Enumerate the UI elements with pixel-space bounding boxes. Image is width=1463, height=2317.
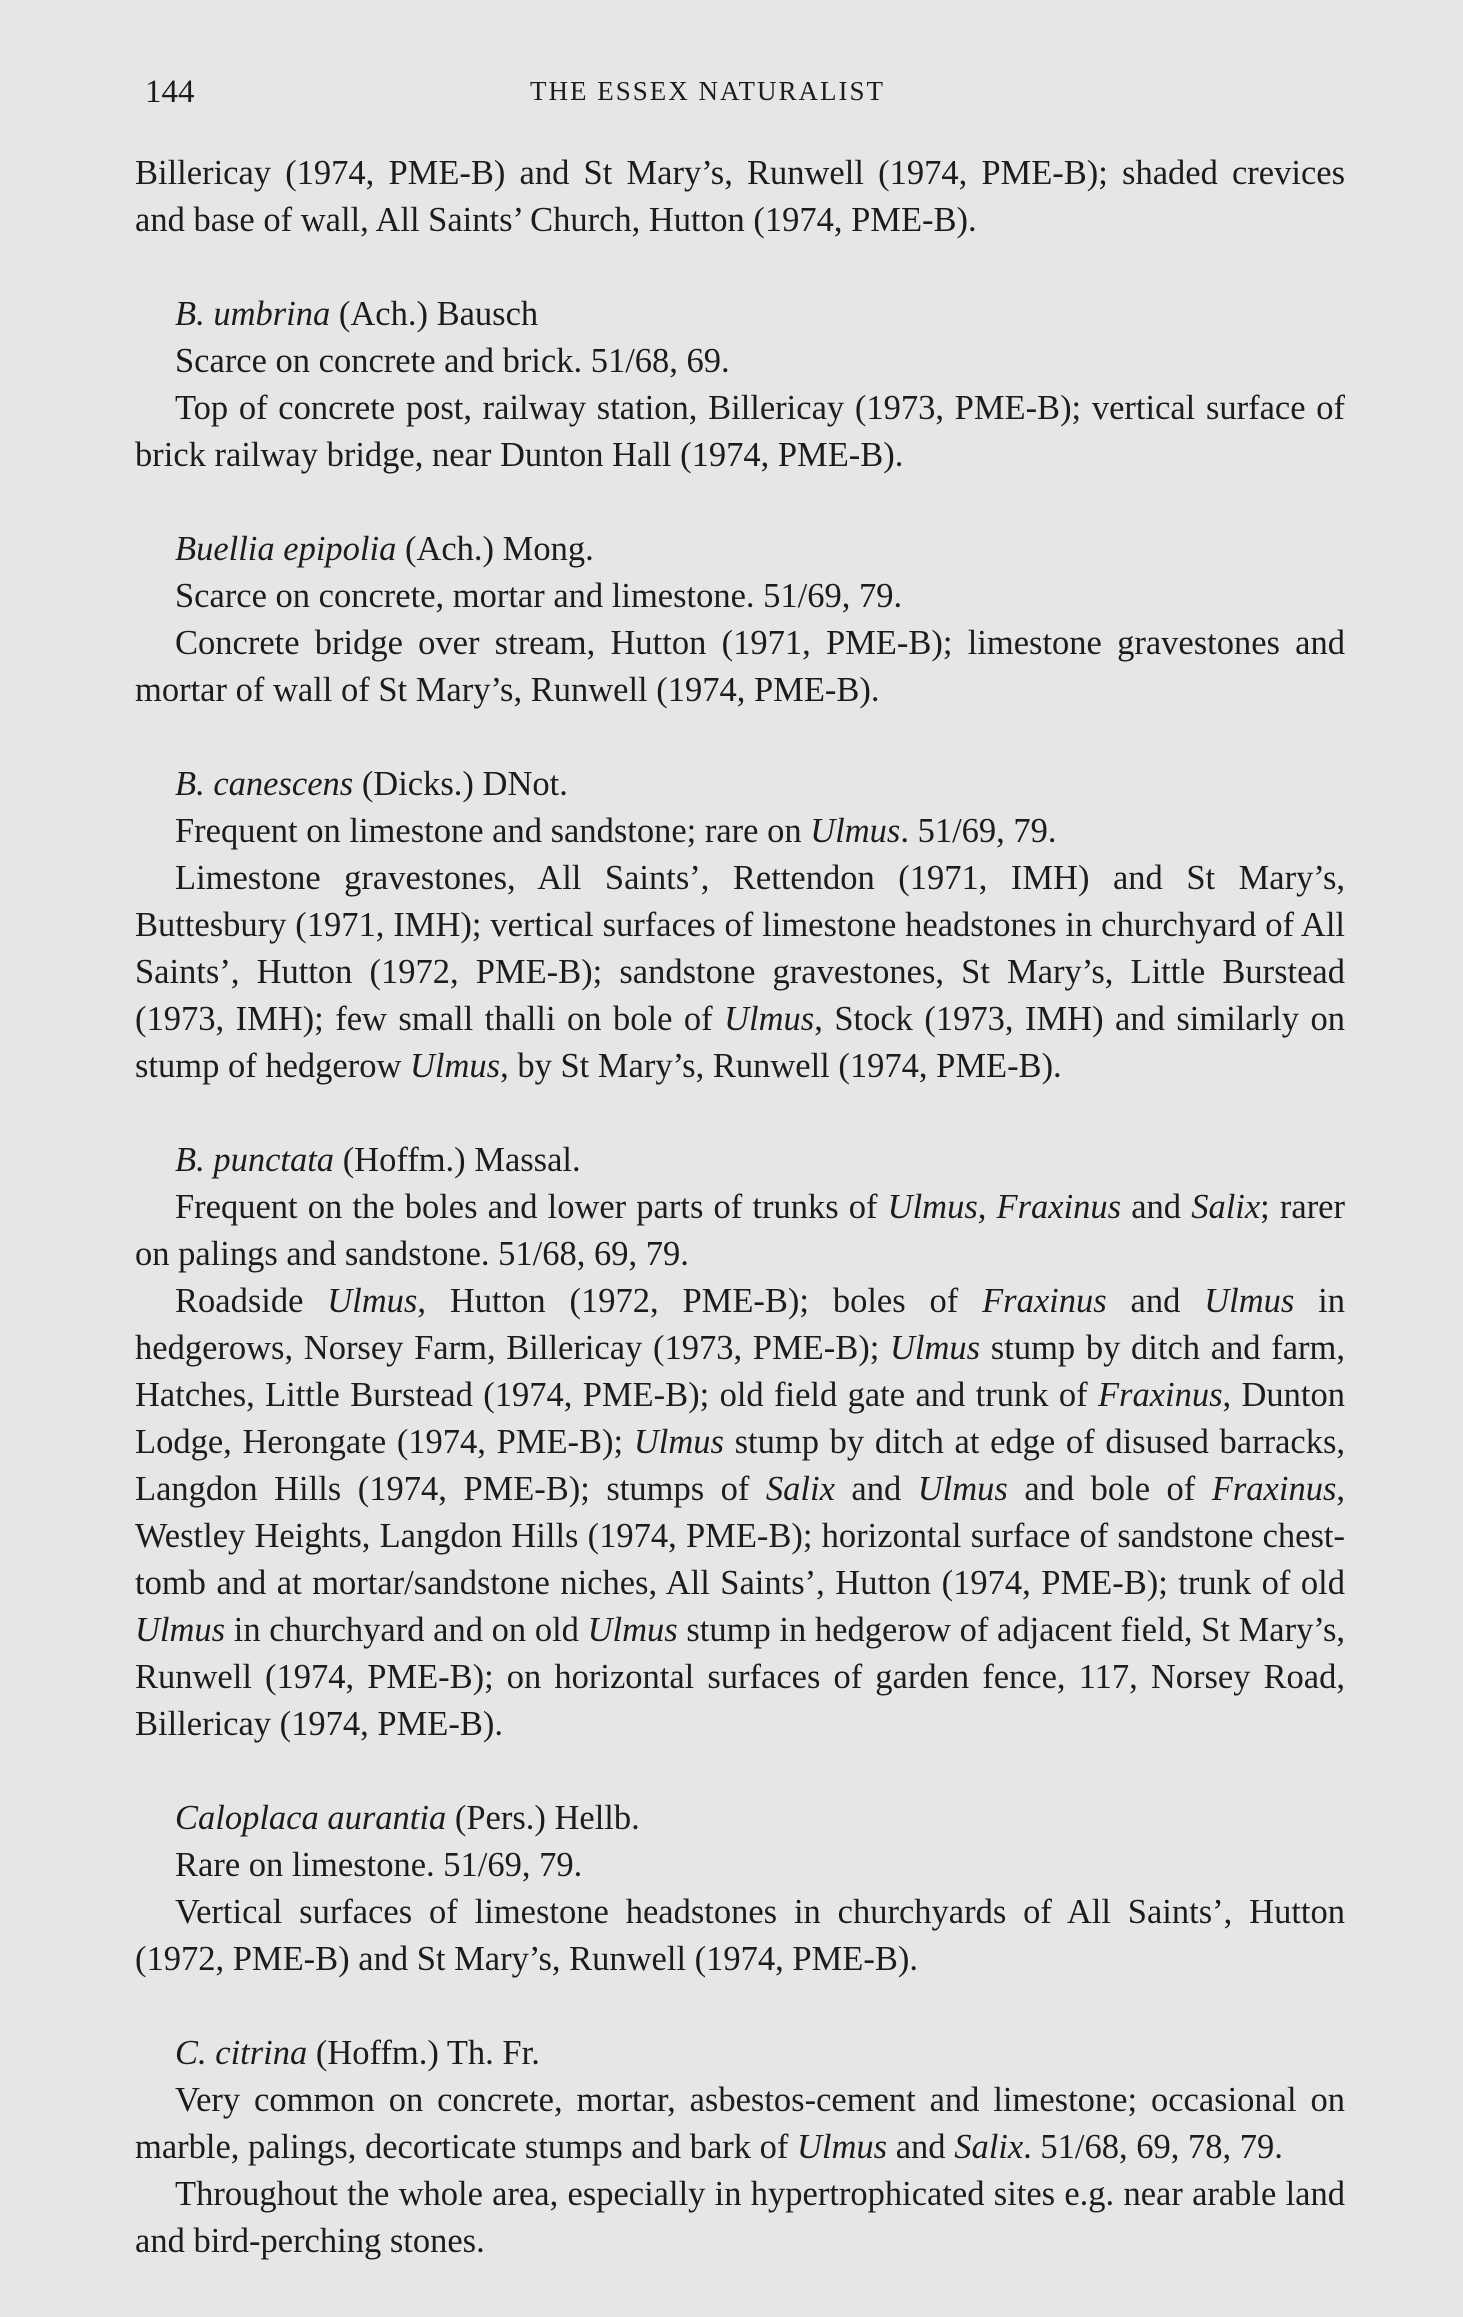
species-status: Scarce on concrete and brick. 51/68, 69. — [175, 342, 730, 380]
species-status: Scarce on concrete, mortar and limestone. 51/69, 79. — [175, 577, 903, 615]
text-run: in hedgerows, Norsey Farm, Billericay (1973, PME-B); — [135, 1282, 1345, 1367]
species-records: Vertical surfaces of limestone headstones in churchyards of All Saints’, Hutton (1972, PME-B) and St Mary’s, Runwell (1974, PME-B). — [135, 1893, 1345, 1978]
species-name: B. canescens — [175, 765, 354, 803]
species-authority: (Hoffm.) Th. Fr. — [315, 2034, 540, 2072]
text-run: , by St Mary’s, Runwell (1974, PME-B). — [500, 1047, 1062, 1085]
body-text — [135, 150, 1345, 2265]
text-run: Roadside — [175, 1282, 328, 1320]
text-run: stump by ditch at edge of disused barracks, Langdon Hills (1974, PME-B); stumps of — [135, 1423, 1345, 1508]
intro-paragraph: Billericay (1974, PME-B) and St Mary’s, Runwell (1974, PME-B); shaded crevices and base of wall, All Saints’ Church, Hutton (1974, PME-B). — [135, 154, 1345, 239]
species-heading — [135, 761, 1345, 808]
species-entry-c-citrina — [135, 2030, 1345, 2265]
species-records: Top of concrete post, railway station, Billericay (1973, PME-B); vertical surface of brick railway bridge, near Dunton Hall (1974, PME-B). — [135, 389, 1345, 474]
text-run: and bole of — [1007, 1470, 1212, 1508]
species-heading — [135, 2030, 1345, 2077]
species-entry-buellia-epipolia — [135, 526, 1345, 714]
species-name: Buellia epipolia — [175, 530, 397, 568]
running-head — [145, 74, 1335, 124]
italic-run: Ulmus, Fraxinus — [887, 1188, 1122, 1226]
journal-title: THE ESSEX NATURALIST — [530, 76, 885, 106]
text-run: and — [1121, 1188, 1192, 1226]
text-run: in churchyard and on old — [225, 1611, 588, 1649]
species-authority: (Pers.) Hellb. — [454, 1799, 640, 1837]
species-status — [135, 808, 1345, 855]
text-run: and — [834, 1470, 918, 1508]
status-text: . 51/69, 79. — [900, 812, 1057, 850]
species-status — [135, 1184, 1345, 1278]
italic-run: Ulmus — [797, 2128, 888, 2166]
species-entry-b-canescens — [135, 761, 1345, 1090]
italic-run: Ulmus — [135, 1611, 226, 1649]
text-run: , Westley Heights, Langdon Hills (1974, PME-B); horizontal surface of sandstone chest-tomb and at mortar/sandstone niches, All Saints’, Hutton (1974, PME-B); trunk of old — [135, 1470, 1345, 1602]
species-authority: (Dicks.) DNot. — [361, 765, 568, 803]
italic-run: Fraxinus — [1097, 1376, 1223, 1414]
species-records: Throughout the whole area, especially in hypertrophicated sites e.g. near arable land and bird-perching stones. — [135, 2175, 1345, 2260]
italic-run: Salix — [954, 2128, 1024, 2166]
species-name: Caloplaca aurantia — [175, 1799, 447, 1837]
text-run: . 51/68, 69, 78, 79. — [1023, 2128, 1283, 2166]
species-entry-caloplaca-aurantia — [135, 1795, 1345, 1983]
species-heading — [135, 1795, 1345, 1842]
italic-run: Ulmus — [1204, 1282, 1295, 1320]
text-run: Very common on concrete, mortar, asbestos-cement and limestone; occasional on marble, palings, decorticate stumps and bark of — [135, 2081, 1345, 2166]
species-authority: (Ach.) Bausch — [338, 295, 539, 333]
species-entry-b-punctata — [135, 1137, 1345, 1748]
italic-run: Salix — [765, 1470, 835, 1508]
status-text: Frequent on limestone and sandstone; rare on — [175, 812, 811, 850]
italic-run: Ulmus — [410, 1047, 501, 1085]
species-heading — [135, 291, 1345, 338]
italic-run: Ulmus — [327, 1282, 418, 1320]
text-run: and — [1106, 1282, 1205, 1320]
species-heading — [135, 1137, 1345, 1184]
species-name: C. citrina — [175, 2034, 308, 2072]
italic-run: Ulmus — [587, 1611, 678, 1649]
species-status: Rare on limestone. 51/69, 79. — [175, 1846, 583, 1884]
text-run: , Dunton Lodge, Herongate (1974, PME-B); — [135, 1376, 1346, 1461]
species-records: Concrete bridge over stream, Hutton (1971, PME-B); limestone gravestones and mortar of wall of St Mary’s, Runwell (1974, PME-B). — [135, 624, 1345, 709]
text-run: stump in hedgerow of adjacent field, St Mary’s, Runwell (1974, PME-B); on horizontal surfaces of garden fence, 117, Norsey Road, Billericay (1974, PME-B). — [135, 1611, 1345, 1743]
italic-run: Ulmus — [890, 1329, 981, 1367]
text-run: stump by ditch and farm, Hatches, Little Burstead (1974, PME-B); old field gate and trunk of — [135, 1329, 1345, 1414]
species-status — [135, 2077, 1345, 2171]
text-run: ; rarer on palings and sandstone. 51/68, 69, 79. — [135, 1188, 1345, 1273]
italic-run: Fraxinus — [982, 1282, 1107, 1320]
italic-run: Ulmus — [724, 1000, 815, 1038]
page-number: 144 — [145, 74, 195, 110]
status-italic: Ulmus — [810, 812, 901, 850]
species-authority: (Hoffm.) Massal. — [342, 1141, 581, 1179]
text-run: , Stock (1973, IMH) and similarly on stump of hedgerow — [135, 1000, 1345, 1085]
italic-run: Salix — [1191, 1188, 1261, 1226]
italic-run: Ulmus — [633, 1423, 724, 1461]
species-authority: (Ach.) Mong. — [404, 530, 594, 568]
text-run: Limestone gravestones, All Saints’, Rettendon (1971, IMH) and St Mary’s, Buttesbury (1971, IMH); vertical surfaces of limestone headstones in churchyard of All Saints’, Hutton (1972, PME-B); sandstone gravestones, St Mary’s, Little Burstead (1973, IMH); few small thalli on bole of — [135, 859, 1345, 1038]
italic-run: Ulmus — [917, 1470, 1008, 1508]
species-heading — [135, 526, 1345, 573]
species-name: B. umbrina — [175, 295, 331, 333]
text-run: and — [887, 2128, 955, 2166]
species-records — [135, 1278, 1345, 1748]
species-records — [135, 855, 1345, 1090]
species-entry-b-umbrina — [135, 291, 1345, 479]
text-run: , Hutton (1972, PME-B); boles of — [417, 1282, 983, 1320]
species-name: B. punctata — [175, 1141, 335, 1179]
text-run: Frequent on the boles and lower parts of trunks of — [175, 1188, 888, 1226]
italic-run: Fraxinus — [1211, 1470, 1337, 1508]
